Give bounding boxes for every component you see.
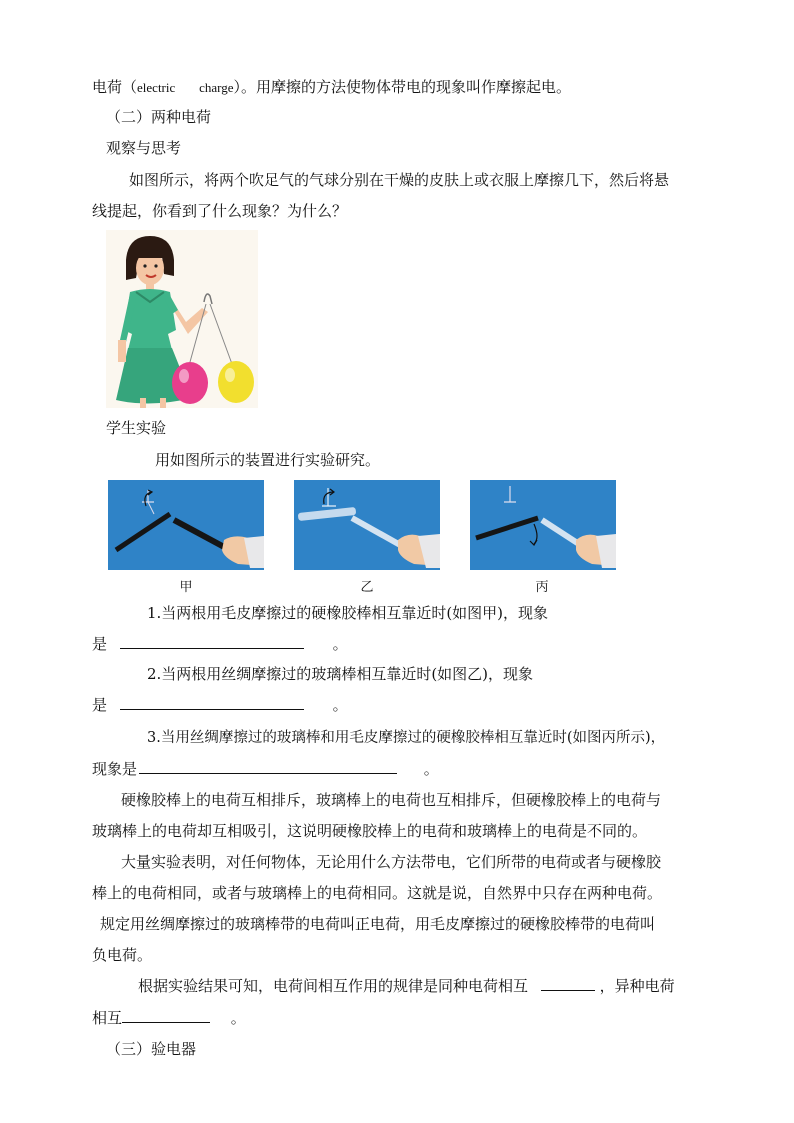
question-2-label: 是 [92,696,108,714]
caption-yi: 乙 [360,580,374,595]
figure-yi [294,480,440,570]
charge-term: 电荷（ [92,78,138,96]
rubber-rods-diagram [108,480,264,570]
opposite-charge-blank[interactable] [122,1008,210,1023]
figure-bing [470,480,616,570]
section-heading-two-charges: （二）两种电荷 [106,108,212,126]
caption-jia: 甲 [179,580,193,595]
friction-definition: 。用摩擦的方法使物体带电的现象叫作摩擦起电。 [241,78,572,96]
charge-english-2: charge [199,80,234,95]
question-3-blank[interactable] [139,759,397,774]
rule-line-1 [138,976,675,996]
paragraph-1-line-2: 玻璃棒上的电荷却互相吸引，这说明硬橡胶棒上的电荷和玻璃棒上的电荷是不同的。 [92,822,648,840]
charge-definition-line [92,77,571,98]
glass-rods-diagram [294,480,440,570]
section-heading-electroscope: （三）验电器 [106,1040,197,1058]
student-experiment-heading: 学生实验 [106,419,167,437]
paragraph-3-line-2: 负电荷。 [92,946,153,964]
question-1-text: 1.当两根用毛皮摩擦过的硬橡胶棒相互靠近时(如图甲)，现象 [147,604,549,622]
question-3-period: 。 [423,760,439,778]
question-1-blank[interactable] [120,634,304,649]
rule-text-1: 根据实验结果可知，电荷间相互作用的规律是同种电荷相互 [138,977,529,995]
question-2-text: 2.当两根用丝绸摩擦过的玻璃棒相互靠近时(如图乙)，现象 [147,665,534,683]
question-2-period: 。 [332,696,348,714]
rule-text-3: 相互 [92,1009,123,1027]
girl-balloons-illustration [106,230,258,408]
charge-close-paren: ） [233,78,242,96]
balloon-question-line-2: 线提起，你看到了什么现象？为什么？ [92,202,348,220]
paragraph-1-line-1: 硬橡胶棒上的电荷互相排斥，玻璃棒上的电荷也互相排斥，但硬橡胶棒上的电荷与 [121,791,662,809]
same-charge-blank[interactable] [541,976,595,991]
rule-text-2: ，异种电荷 [599,977,675,995]
rule-period: 。 [230,1009,246,1027]
experiment-intro: 用如图所示的装置进行实验研究。 [155,451,381,469]
question-2-answer-line [92,695,348,715]
paragraph-2-line-1: 大量实验表明，对任何物体，无论用什么方法带电，它们所带的电荷或者与硬橡胶 [121,853,662,871]
figure-jia [108,480,264,570]
charge-english-1: electric [137,80,176,95]
paragraph-3-line-1: 规定用丝绸摩擦过的玻璃棒带的电荷叫正电荷，用毛皮摩擦过的硬橡胶棒带的电荷叫 [100,915,656,933]
observe-think-heading: 观察与思考 [106,139,182,157]
question-1-answer-line [92,634,348,654]
paragraph-2-line-2: 棒上的电荷相同，或者与玻璃棒上的电荷相同。这就是说，自然界中只存在两种电荷。 [92,884,663,902]
balloon-question-line-1: 如图所示，将两个吹足气的气球分别在干燥的皮肤上或衣服上摩擦几下，然后将悬 [129,171,670,189]
question-1-label: 是 [92,635,108,653]
question-3-label: 现象是 [92,760,138,778]
question-3-text: 3.当用丝绸摩擦过的玻璃棒和用毛皮摩擦过的硬橡胶棒相互靠近时(如图丙所示)， [147,730,666,746]
question-3-answer-line [92,759,439,779]
glass-rubber-diagram [470,480,616,570]
caption-bing: 丙 [535,580,549,595]
question-1-period: 。 [332,635,348,653]
question-2-blank[interactable] [120,695,304,710]
rule-line-2 [92,1008,246,1028]
